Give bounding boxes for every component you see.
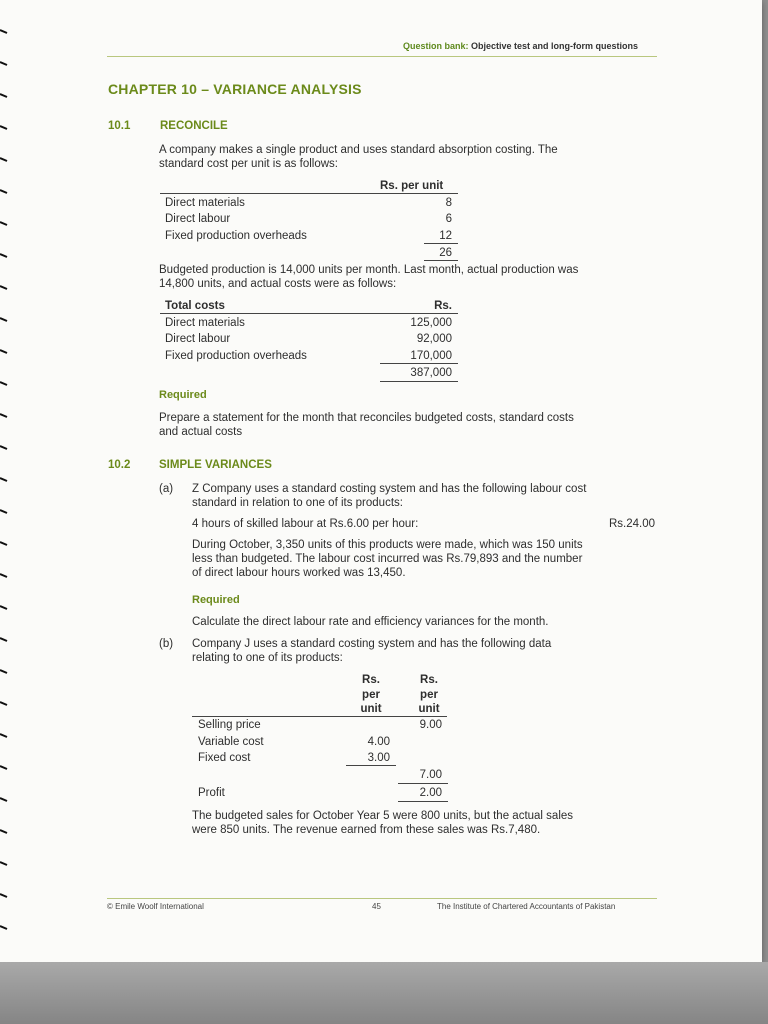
q2b-line-1: Company J uses a standard costing system and has the following data: [192, 638, 552, 650]
q2b-subtotal-rule: [398, 783, 448, 784]
spiral-binding: [0, 0, 10, 962]
running-header: [403, 41, 638, 51]
q2b-row-col1: 4.00: [367, 736, 390, 748]
q2a-october-line-2: less than budgeted. The labour cost incurred was Rs.79,893 and the number: [192, 553, 583, 565]
section-title-simple-variances: SIMPLE VARIANCES: [159, 459, 272, 471]
q2a-october-line-1: During October, 3,350 units of this products were made, which was 150 units: [192, 539, 583, 551]
table1-row-label: Direct materials: [165, 197, 245, 209]
footer-institute: The Institute of Chartered Accountants of Pakistan: [437, 902, 616, 911]
q2b-row-col2: 9.00: [419, 719, 442, 731]
table2-header-value: Rs.: [434, 300, 452, 312]
q2a-line-2: standard in relation to one of its products:: [192, 497, 403, 509]
header-title: Objective test and long-form questions: [471, 41, 639, 51]
q2b-col2-header-line-3: unit: [418, 703, 440, 715]
q2a-required-heading: Required: [192, 594, 240, 606]
chapter-title: CHAPTER 10 – VARIANCE ANALYSIS: [108, 81, 362, 97]
q2b-row-label: Selling price: [198, 719, 261, 731]
q2b-col1-header-line-1: Rs.: [362, 674, 380, 686]
table2-header-label: Total costs: [165, 300, 225, 312]
q2b-col1-rule: [346, 765, 396, 766]
q2a-task: Calculate the direct labour rate and efficiency variances for the month.: [192, 616, 549, 628]
header-rule: [107, 56, 657, 57]
q2b-profit-rule: [398, 801, 448, 802]
table1-row-value: 6: [445, 213, 452, 225]
q1-task-line-2: and actual costs: [159, 426, 243, 438]
table2-row-label: Direct labour: [165, 333, 231, 345]
section-number-10-1: 10.1: [108, 120, 131, 132]
q2a-standard-label: 4 hours of skilled labour at Rs.6.00 per hour:: [192, 518, 419, 530]
q2b-row-label: Variable cost: [198, 736, 264, 748]
q1-intro-line-2: standard cost per unit is as follows:: [159, 158, 338, 170]
q2b-line-2: relating to one of its products:: [192, 652, 343, 664]
table2-total: 387,000: [410, 367, 452, 379]
table1-row-value: 12: [439, 230, 452, 242]
table1-row-label: Direct labour: [165, 213, 231, 225]
q2b-table-top-rule: [192, 716, 447, 717]
footer-rule: [107, 898, 657, 899]
q2b-col1-header-line-2: per: [362, 689, 380, 701]
table1-total-rule: [424, 260, 458, 261]
q1-budget-line-1: Budgeted production is 14,000 units per month. Last month, actual production was: [159, 264, 579, 276]
table2-row-label: Direct materials: [165, 317, 245, 329]
q2a-standard-value: Rs.24.00: [608, 518, 655, 530]
table2-subtotal-rule: [380, 363, 458, 364]
table1-subtotal-rule: [424, 243, 458, 244]
background-surface: [0, 962, 768, 1024]
q2b-row-col1: 3.00: [367, 752, 390, 764]
q1-intro-line-1: A company makes a single product and uses standard absorption costing. The: [159, 144, 558, 156]
footer-page-number: 45: [372, 902, 381, 911]
table1-row-value: 8: [445, 197, 452, 209]
q2b-col2-header-line-1: Rs.: [420, 674, 438, 686]
table2-top-rule: [160, 313, 458, 314]
table2-row-value: 170,000: [410, 350, 452, 362]
section-title-reconcile: RECONCILE: [160, 120, 228, 132]
table1-total: 26: [439, 247, 452, 259]
q1-task-line-1: Prepare a statement for the month that reconciles budgeted costs, standard costs: [159, 412, 574, 424]
q1-required-heading: Required: [159, 389, 207, 401]
q2b-label: (b): [159, 638, 174, 650]
table2-row-value: 92,000: [416, 333, 452, 345]
table1-top-rule: [160, 193, 458, 194]
q2b-col2-header-line-2: per: [420, 689, 438, 701]
table2-total-rule: [380, 381, 458, 382]
table2-row-value: 125,000: [410, 317, 452, 329]
section-number-10-2: 10.2: [108, 459, 131, 471]
q2b-sales-line-2: were 850 units. The revenue earned from these sales was Rs.7,480.: [192, 824, 541, 836]
q2a-october-line-3: of direct labour hours worked was 13,450.: [192, 567, 406, 579]
q2b-row-label: Fixed cost: [198, 752, 251, 764]
table2-row-label: Fixed production overheads: [165, 350, 307, 362]
q1-budget-line-2: 14,800 units, and actual costs were as follows:: [159, 278, 397, 290]
q2b-col1-header-line-3: unit: [360, 703, 382, 715]
header-label: Question bank:: [403, 41, 469, 51]
table1-header: Rs. per unit: [380, 180, 444, 192]
q2b-sales-line-1: The budgeted sales for October Year 5 were 800 units, but the actual sales: [192, 810, 574, 822]
q2b-subtotal: 7.00: [419, 769, 442, 781]
q2b-profit-label: Profit: [198, 787, 225, 799]
table1-row-label: Fixed production overheads: [165, 230, 307, 242]
q2a-label: (a): [159, 483, 174, 495]
footer-copyright: © Emile Woolf International: [107, 902, 204, 911]
q2a-line-1: Z Company uses a standard costing system and has the following labour cost: [192, 483, 587, 495]
q2b-profit-value: 2.00: [419, 787, 442, 799]
